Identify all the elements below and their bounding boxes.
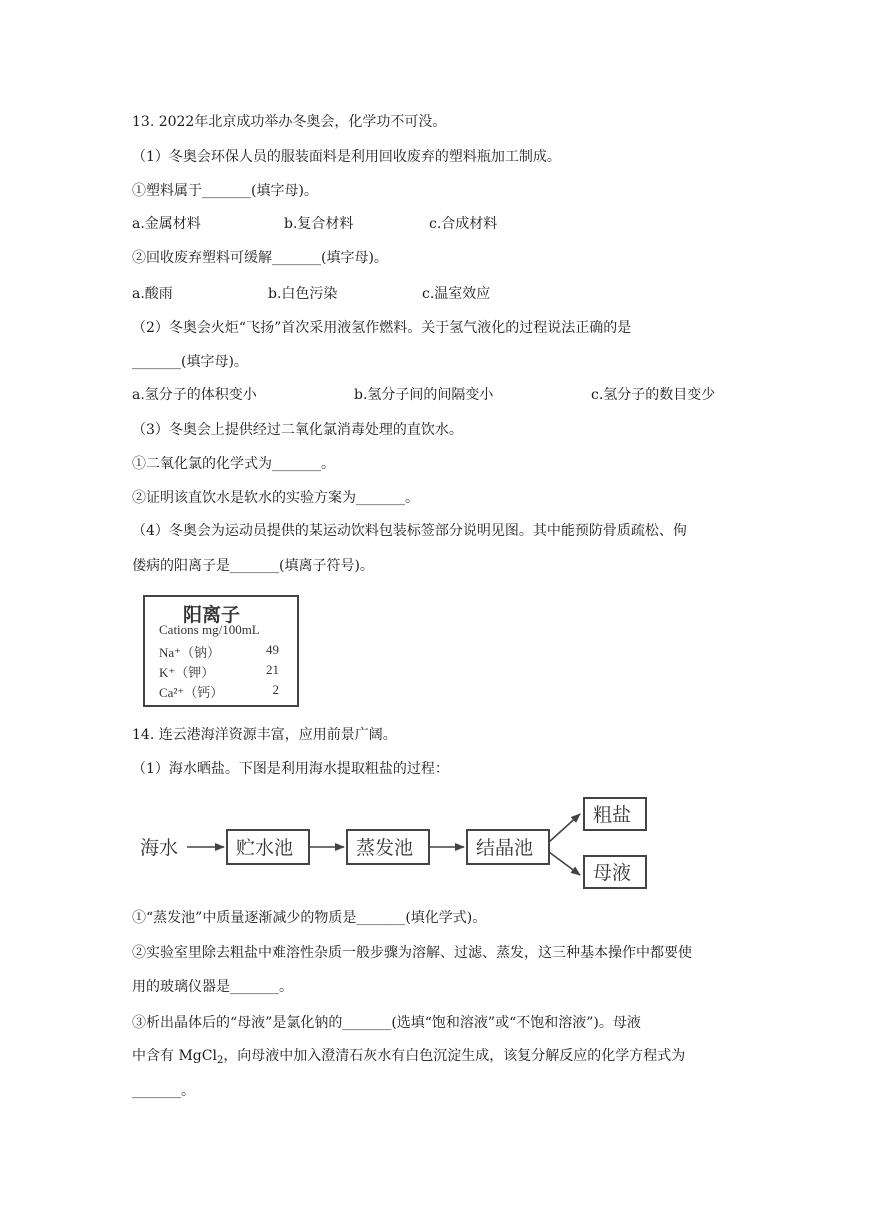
q13-part3-q2: ②证明该直饮水是软水的实验方案为_______。 [132, 490, 419, 506]
option-c: c.氢分子的数目变少 [591, 387, 716, 403]
flow-arrow [549, 814, 580, 842]
q13-part1: （1）冬奥会环保人员的服装面料是利用回收废弃的塑料瓶加工制成。 [132, 149, 561, 165]
flow-box-crystallization-text: 结晶池 [476, 837, 534, 859]
q14-q3-text-pre: 中含有 MgCl [132, 1048, 217, 1064]
q13-part2-line1: （2）冬奥会火炬“飞扬”首次采用液氢作燃料。关于氢气液化的过程说法正确的是 [132, 320, 632, 336]
option-a: a.金属材料 [132, 216, 201, 232]
q14-q3-line1: ③析出晶体后的“母液”是氯化钠的_______(选填“饱和溶液”或“不饱和溶液”)。母液 [132, 1015, 641, 1031]
q13-part3: （3）冬奥会上提供经过二氧化氯消毒处理的直饮水。 [132, 422, 463, 438]
option-a: a.氢分子的体积变小 [132, 387, 257, 403]
ion-value: 2 [272, 682, 279, 697]
ion-name: Na⁺（钠） [159, 645, 221, 660]
option-b: b.氢分子间的间隔变小 [354, 387, 494, 403]
q13-part2-line2: _______(填字母)。 [132, 354, 248, 370]
q14-q3-line3: _______。 [132, 1083, 195, 1099]
q14-q2-line1: ②实验室里除去粗盐中难溶性杂质一般步骤为溶解、过滤、蒸发，这三种基本操作中都要使 [132, 945, 692, 961]
flow-box-storage-text: 贮水池 [236, 837, 294, 859]
flow-box-mother-liquor-text: 母液 [593, 862, 632, 884]
option-b: b.白色污染 [268, 286, 338, 302]
option-b: b.复合材料 [284, 216, 354, 232]
q14-q1: ①“蒸发池”中质量逐渐减少的物质是_______(填化学式)。 [132, 910, 487, 926]
option-a: a.酸雨 [132, 286, 173, 302]
flow-box-evaporation-text: 蒸发池 [356, 837, 414, 859]
subscript: 2 [216, 1055, 224, 1066]
ion-name: Ca²⁺（钙） [159, 685, 224, 700]
ion-name: K⁺（钾） [159, 665, 215, 680]
q13-part1-q2: ②回收废弃塑料可缓解_______(填字母)。 [132, 250, 388, 266]
option-c: c.合成材料 [429, 216, 498, 232]
q14-q2-line2: 用的玻璃仪器是_______。 [132, 979, 293, 995]
nutrition-label-image [143, 595, 299, 707]
q13-title: 13. 2022年北京成功举办冬奥会，化学功不可没。 [132, 114, 447, 130]
q13-part4-line2: 偻病的阳离子是_______(填离子符号)。 [132, 558, 374, 574]
flow-box-crude-salt-text: 粗盐 [593, 804, 632, 826]
q14-q3-line2 [132, 1046, 685, 1071]
q13-part1-q1: ①塑料属于_______(填字母)。 [132, 183, 318, 199]
q14-title: 14. 连云港海洋资源丰富，应用前景广阔。 [132, 727, 397, 743]
flow-arrow [549, 852, 580, 875]
ion-value: 21 [266, 662, 279, 677]
ion-value: 49 [266, 642, 279, 657]
label-title: 阳离子 [183, 604, 241, 626]
q13-part4-line1: （4）冬奥会为运动员提供的某运动饮料包装标签部分说明见图。其中能预防骨质疏松、佝 [132, 523, 687, 539]
flow-diagram [0, 790, 869, 900]
label-header: Cations mg/100mL [159, 622, 260, 637]
q14-q3-text-post: ，向母液中加入澄清石灰水有白色沉淀生成，该复分解反应的化学方程式为 [223, 1048, 686, 1064]
option-c: c.温室效应 [422, 286, 491, 302]
flow-start-text: 海水 [140, 837, 179, 859]
q13-part3-q1: ①二氧化氯的化学式为_______。 [132, 456, 335, 472]
q14-part1: （1）海水晒盐。下图是利用海水提取粗盐的过程： [132, 761, 449, 777]
